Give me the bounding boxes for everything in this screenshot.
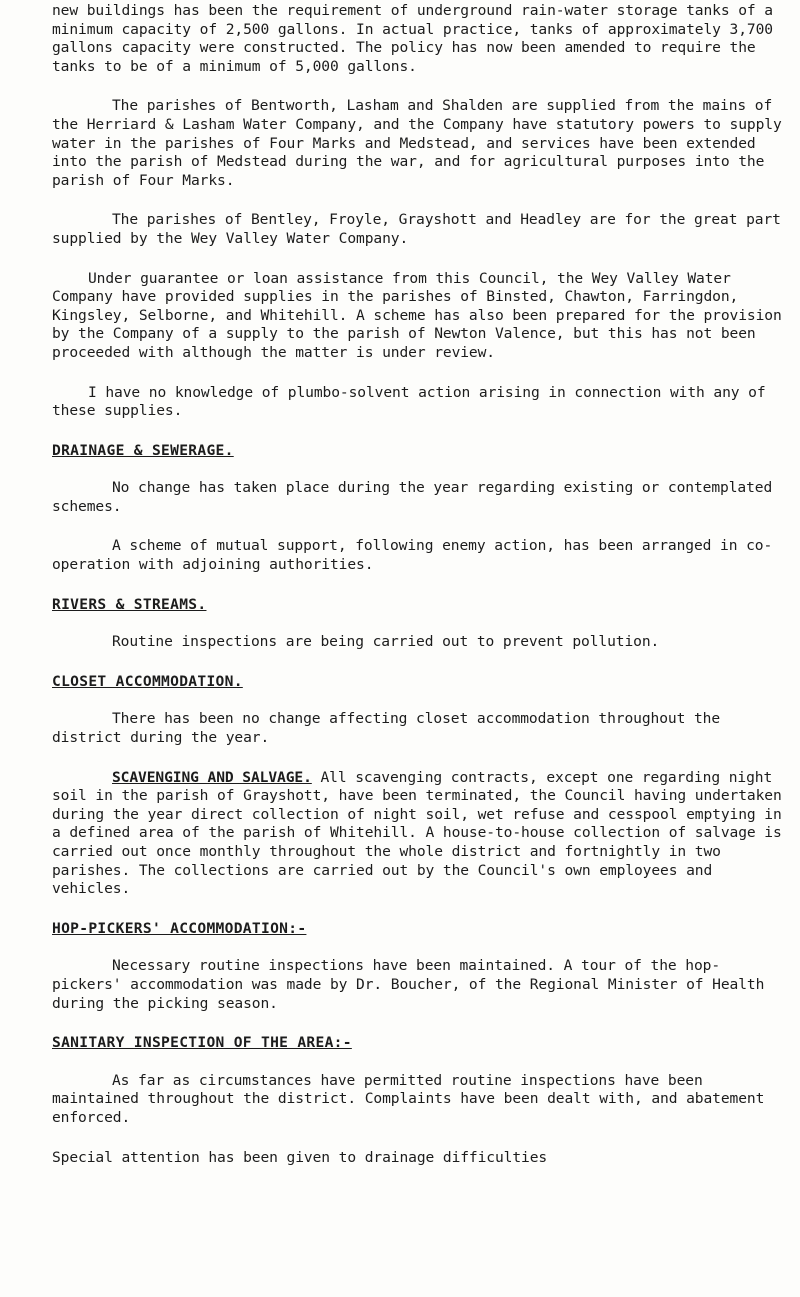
paragraph-closet [52,710,788,747]
section-heading-hop-pickers: HOP-PICKERS' ACCOMMODATION:- [52,919,307,937]
paragraph-drainage-schemes [52,479,788,516]
paragraph-text: The parishes of Bentley, Froyle, Grayshott and Headley are for the great part supplied by the Wey Valley Water Company. [52,211,781,247]
paragraph-text: As far as circumstances have permitted routine inspections have been maintained throughout the district. Complaints have been dealt with, and abatement enforced. [52,1071,765,1126]
paragraph-text: Necessary routine inspections have been maintained. A tour of the hop-pickers' accommodation was made by Dr. Boucher, of the Regional Minister of Health during the picking season. [52,957,765,1012]
section-heading-closet: CLOSET ACCOMMODATION. [52,672,243,690]
section-heading-sanitary: SANITARY INSPECTION OF THE AREA:- [52,1034,352,1052]
section-heading-rivers: RIVERS & STREAMS. [52,595,207,613]
paragraph-text: I have no knowledge of plumbo-solvent action arising in connection with any of these supplies. [52,383,766,420]
paragraph-sanitary-inspections [52,1072,788,1128]
paragraph-guarantee-supplies [52,270,788,363]
paragraph-plumbo-solvent [52,384,788,421]
paragraph-text: The parishes of Bentworth, Lasham and Shalden are supplied from the mains of the Herriard & Lasham Water Company, and the Company have statutory powers to supply water in the parishes of Four Marks and Medstead, and services have been extended into the parish of Medstead during the war, and for agricultural purposes into the parish of Four Marks. [52,97,782,189]
paragraph-text: All scavenging contracts, except one regarding night soil in the parish of Grayshott, have been terminated, the Council having undertaken during the year direct collection of night soil, wet refuse and cesspool emptying in a defined area of the parish of Whitehill. A house-to-house collection of salvage is carried out once monthly throughout the whole district and fortnightly in two parishes. The collections are carried out by the Council's own employees and vehicles. [52,768,782,898]
paragraph-text: Routine inspections are being carried out to prevent pollution. [112,633,660,651]
paragraph-text: Under guarantee or loan assistance from this Council, the Wey Valley Water Company have provided supplies in the parishes of Binsted, Chawton, Farringdon, Kingsley, Selborne, and Whitehill. A scheme has also been prepared for the provision by the Company of a supply to the parish of Newton Valence, but this has not been proceeded with although the matter is under review. [52,269,782,361]
paragraph-mutual-support [52,537,788,574]
paragraph-text: A scheme of mutual support, following enemy action, has been arranged in co-operation with adjoining authorities. [52,537,773,574]
paragraph-rainwater-tanks: new buildings has been the requirement of underground rain-water storage tanks of a minimum capacity of 2,500 gallons. In actual practice, tanks of approximately 3,700 gallons capacity were constructed. The policy has now been amended to require the tanks to be of a minimum of 5,000 gallons. [52,2,773,75]
run-in-heading-scavenging: SCAVENGING AND SALVAGE. [112,768,312,786]
paragraph-special-attention: Special attention has been given to drainage difficulties [52,1148,548,1166]
paragraph-rivers-inspections [52,633,788,652]
paragraph-text: There has been no change affecting closet accommodation throughout the district during the year. [52,710,721,747]
text-column [52,2,788,1188]
paragraph-hop-pickers [52,957,788,1013]
paragraph-wey-valley-supply [52,211,788,248]
paragraph-herriard-lasham-supply [52,97,788,190]
section-heading-drainage: DRAINAGE & SEWERAGE. [52,441,234,459]
paragraph-scavenging [52,769,788,899]
paragraph-text: No change has taken place during the year regarding existing or contemplated schemes. [52,479,773,515]
